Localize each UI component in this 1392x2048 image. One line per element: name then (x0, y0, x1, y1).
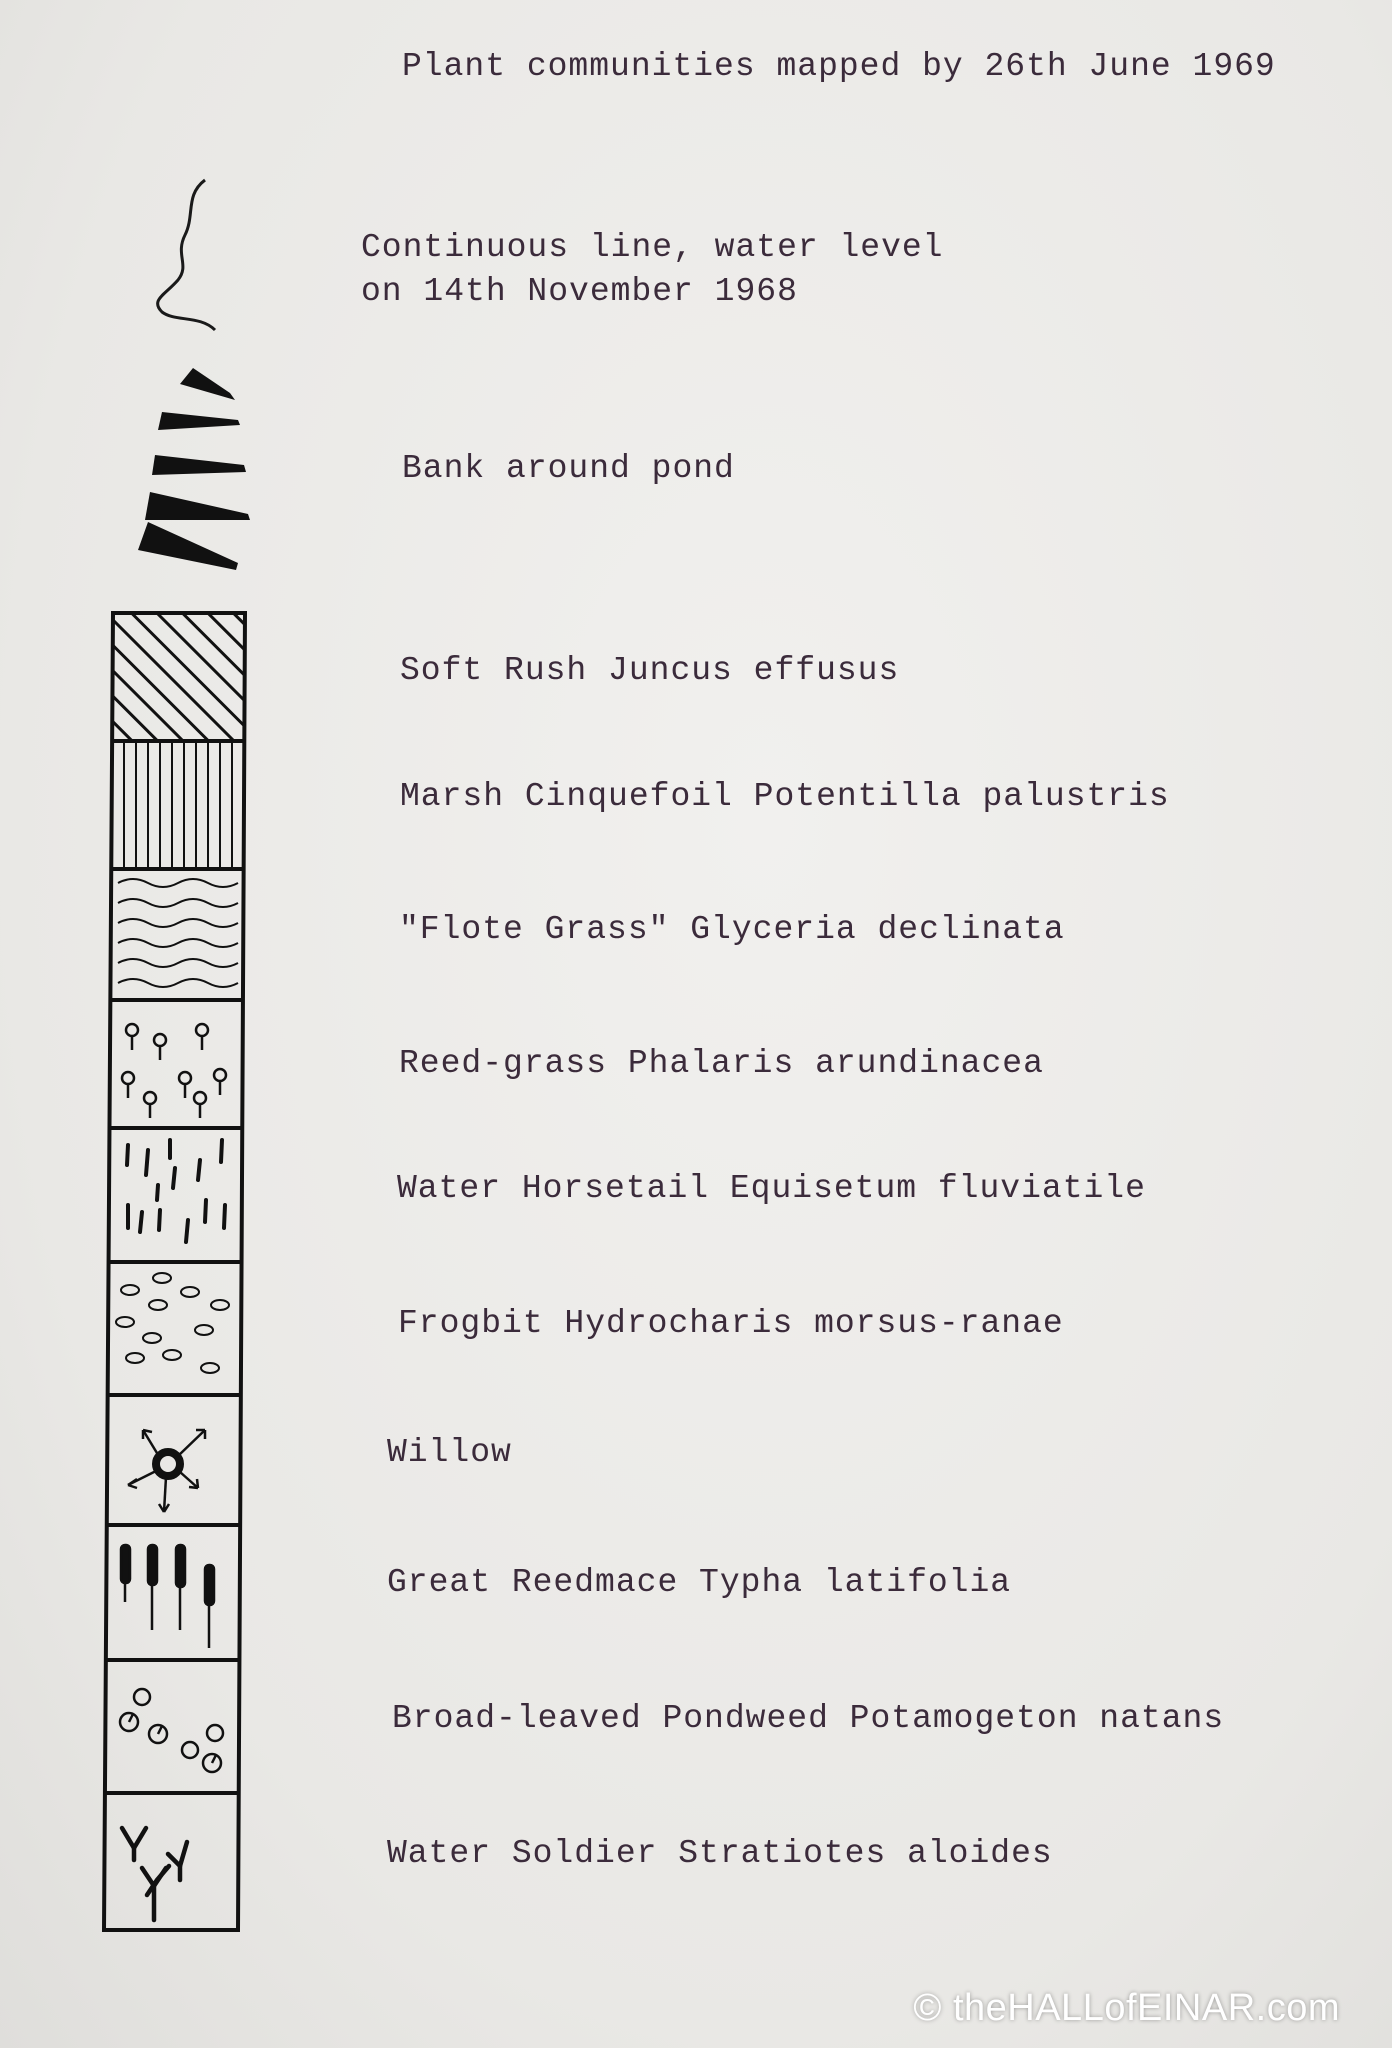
ovals-icon (116, 1273, 229, 1373)
diagonal-hatch-icon (113, 613, 245, 741)
watermark: © theHALLofEINAR.com (913, 1987, 1340, 2029)
bank-label: Bank around pond (402, 450, 735, 487)
legend-label-frogbit: Frogbit Hydrocharis morsus-ranae (398, 1305, 1064, 1342)
vertical-lines-icon (124, 741, 232, 869)
water-level-line2: on 14th November 1968 (361, 273, 798, 310)
page-title: Plant communities mapped by 26th June 1969 (402, 48, 1276, 85)
reedmace-icon (121, 1545, 214, 1648)
legend-label-water-soldier: Water Soldier Stratiotes aloides (387, 1835, 1053, 1872)
legend-label-willow: Willow (387, 1434, 512, 1471)
legend-label-marsh-cinquefoil: Marsh Cinquefoil Potentilla palustris (400, 778, 1170, 815)
wavy-lines-icon (118, 879, 238, 987)
pondweed-icon (120, 1689, 223, 1772)
water-level-label (361, 226, 944, 314)
ticks-icon (127, 1140, 225, 1242)
legend-label-flote-grass: "Flote Grass" Glyceria declinata (399, 911, 1065, 948)
willow-icon (128, 1430, 205, 1512)
legend-label-reed-grass: Reed-grass Phalaris arundinacea (399, 1045, 1044, 1082)
wavy-line-icon (158, 180, 215, 330)
legend-label-water-horsetail: Water Horsetail Equisetum fluviatile (397, 1170, 1146, 1207)
lollipop-icon (122, 1024, 226, 1118)
bank-hachure-icon (138, 368, 250, 570)
legend-label-great-reedmace: Great Reedmace Typha latifolia (387, 1564, 1012, 1601)
water-level-line1: Continuous line, water level (361, 229, 944, 266)
water-soldier-icon (122, 1828, 187, 1920)
legend-label-broad-leaved-pondweed: Broad-leaved Pondweed Potamogeton natans (392, 1700, 1225, 1737)
legend-label-soft-rush: Soft Rush Juncus effusus (400, 652, 900, 689)
